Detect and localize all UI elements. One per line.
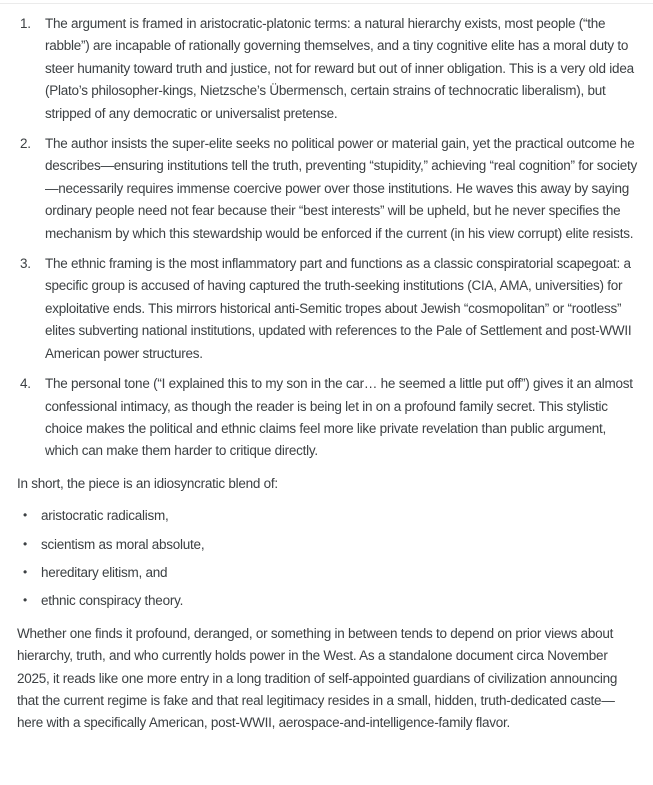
numbered-list bbox=[0, 13, 653, 463]
item-number: 1. bbox=[20, 16, 31, 31]
document-body bbox=[0, 4, 653, 735]
item-number: 3. bbox=[20, 256, 31, 272]
bullet-list bbox=[0, 505, 653, 613]
numbered-item-3 bbox=[0, 253, 653, 365]
intro-paragraph: In short, the piece is an idiosyncratic blend of: bbox=[17, 475, 278, 491]
bullet-item-4 bbox=[0, 590, 653, 612]
item-number: 4. bbox=[20, 376, 31, 392]
closing-paragraph: Whether one finds it profound, deranged, or something in between tends to depend on prior views about hierarchy, truth, and who currently holds power in the West. As a standalone document circa November 2025, it reads like one more entry in a long tradition of self-appointed guardians of civilization announcing that the current regime is fake and that real legitimacy resides in a small, hidden, truth-dedicated caste—here with a specifically American, post-WWII, aerospace-and-intelligence-family flavor. bbox=[17, 625, 618, 731]
bullet-icon: • bbox=[23, 564, 27, 579]
item-text: The argument is framed in aristocratic-platonic terms: a natural hierarchy exists, most people (“the rabble”) are incapable of rationally governing themselves, and a tiny cognitive elite has a moral duty to steer humanity toward truth and justice, not for reward but out of inner obligation. This is a very old idea (Plato’s philosopher-kings, Nietzsche’s Übermensch, certain strains of technocratic liberalism), but stripped of any democratic or universalist pretense. bbox=[45, 16, 634, 121]
numbered-item-4 bbox=[0, 373, 653, 463]
numbered-item-2 bbox=[0, 133, 653, 245]
bullet-text: aristocratic radicalism, bbox=[41, 508, 169, 524]
item-text: The author insists the super-elite seeks no political power or material gain, yet the practical outcome he describes—ensuring institutions tell the truth, preventing “stupidity,” achieving “real cognition” for society—necessarily requires immense coercive power over those institutions. He waves this away by saying ordinary people need not fear because their “best interests” will be upheld, but he never specifies the mechanism by which this stewardship would be enforced if the current (in his view corrupt) elite resists. bbox=[45, 136, 638, 241]
bullet-icon: • bbox=[23, 593, 27, 608]
item-number: 2. bbox=[20, 136, 31, 152]
bullet-text: hereditary elitism, and bbox=[41, 564, 168, 580]
bullet-icon: • bbox=[23, 536, 27, 551]
item-text: The personal tone (“I explained this to my son in the car… he seemed a little put off”) gives it an almost confessional intimacy, as though the reader is being let in on a profound family secret. This stylistic choice makes the political and ethnic claims feel more like private revelation than public argument, which can make them harder to critique directly. bbox=[45, 376, 633, 459]
item-text: The ethnic framing is the most inflammatory part and functions as a classic conspiratorial scapegoat: a specific group is accused of having captured the truth-seeking institutions (CIA, AMA, universities) for exploitative ends. This mirrors historical anti-Semitic tropes about Jewish “cosmopolitan” or “rootless” elites subverting national institutions, updated with references to the Pale of Settlement and post-WWII American power structures. bbox=[45, 256, 632, 361]
bullet-icon: • bbox=[23, 508, 27, 523]
bullet-text: scientism as moral absolute, bbox=[41, 536, 205, 552]
bullet-item-1 bbox=[0, 505, 653, 527]
bullet-item-2 bbox=[0, 534, 653, 556]
bullet-text: ethnic conspiracy theory. bbox=[41, 593, 184, 609]
bullet-item-3 bbox=[0, 562, 653, 584]
numbered-item-1 bbox=[0, 13, 653, 125]
